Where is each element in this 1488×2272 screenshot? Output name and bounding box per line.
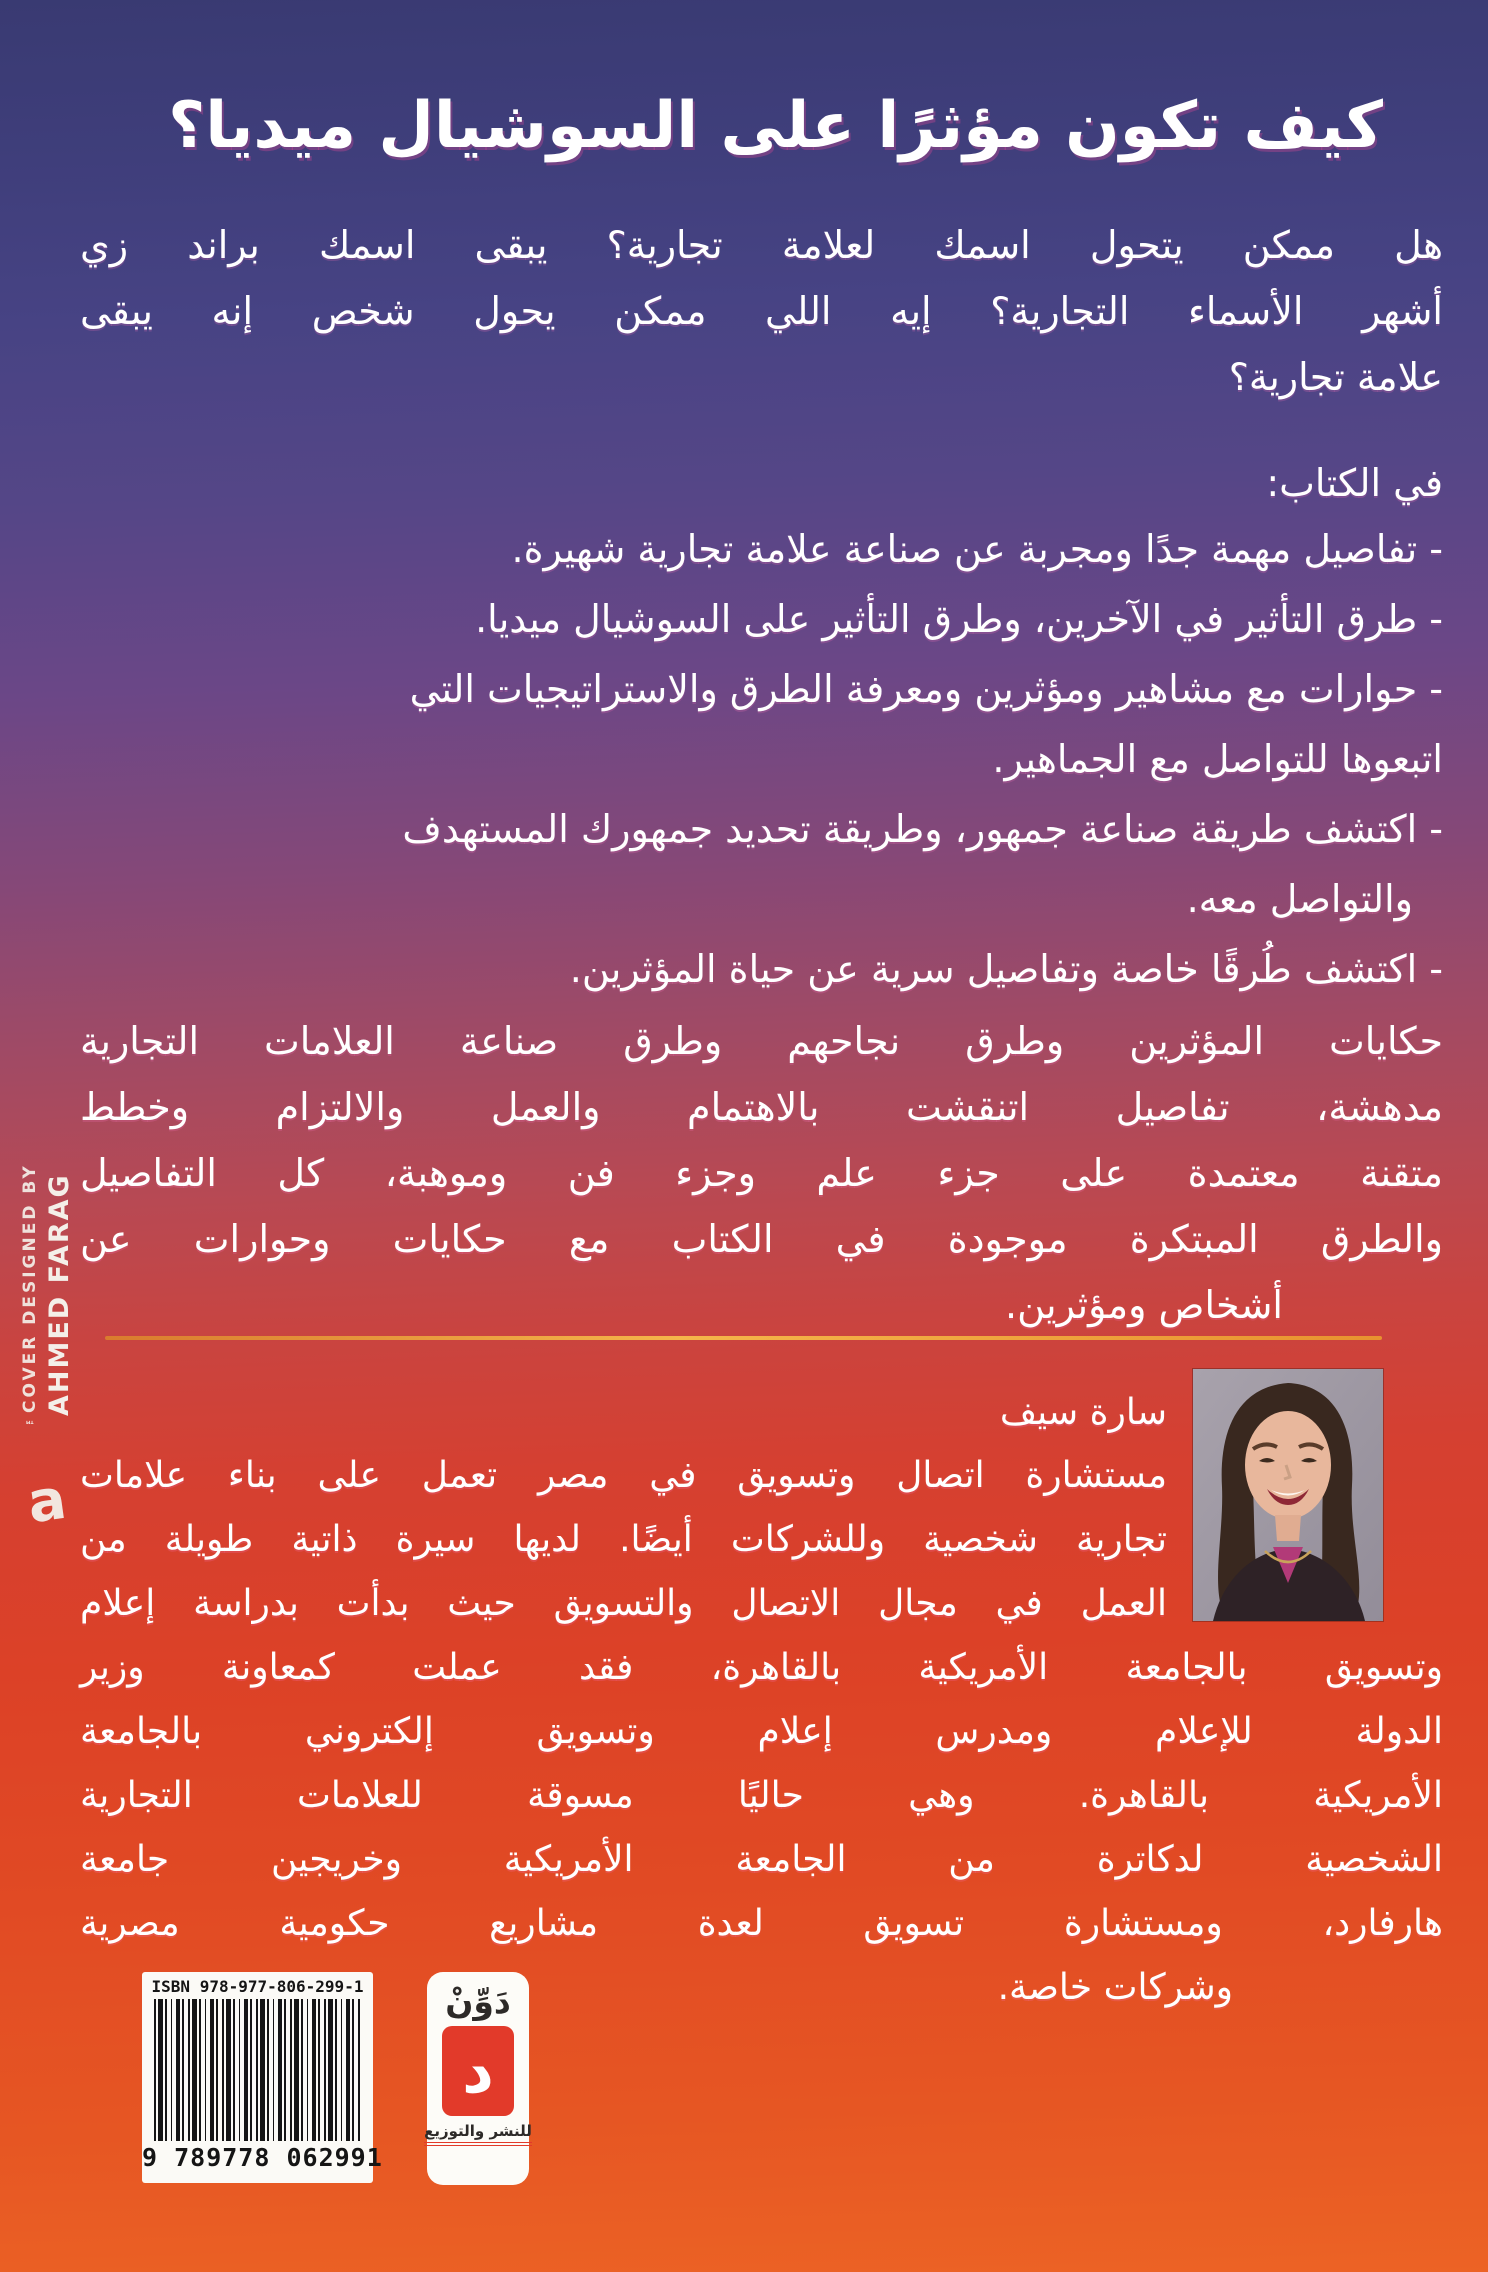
closing-line: مدهشة، تفاصيل اتنقشت بالاهتمام والعمل والالتزام وخطط [80,1085,1443,1129]
in-book-heading: في الكتاب: [1266,461,1443,505]
designer-credit-text [20,1130,75,1460]
page-title: كيف تكون مؤثرًا على السوشيال ميديا؟ [168,89,1383,163]
author-bio-line: الدولة للإعلام ومدرس إعلام وتسويق إلكتروني بالجامعة [80,1711,1443,1752]
author-photo [1193,1369,1383,1621]
designer-credit [8,1130,86,1580]
author-bio-line: الأمريكية بالقاهرة. وهي حاليًا مسوقة للعلامات التجارية [80,1775,1443,1816]
isbn-digits: 9 789778 062991 [142,2143,383,2172]
publisher-logo [424,1972,532,2185]
closing-line: متقنة معتمدة على جزء علم وجزء فن وموهبة، كل التفاصيل [80,1151,1443,1195]
author-bio-line: مستشارة اتصال وتسويق في مصر تعمل على بناء علامات [80,1455,1167,1496]
closing-line: أشخاص ومؤثرين. [1005,1283,1283,1327]
bullet-item: - طرق التأثير في الآخرين، وطرق التأثير على السوشيال ميديا. [475,597,1443,641]
trademark-mark: ™ [22,1413,36,1427]
barcode [142,1972,383,2183]
bullet-item-continuation: اتبعوها للتواصل مع الجماهير. [992,737,1443,781]
bullet-item: - اكتشف طريقة صناعة جمهور، وطريقة تحديد جمهورك المستهدف [402,807,1443,851]
barcode-bars-icon [154,1999,361,2141]
designer-name: AHMED FARAG [43,1173,75,1417]
author-bio-line: وشركات خاصة. [997,1967,1233,2008]
section-divider [105,1336,1382,1340]
isbn-label: ISBN 978-977-806-299-1 [151,1977,364,1996]
author-bio-line: هارفارد، ومستشارة تسويق لعدة مشاريع حكومية مصرية [80,1903,1443,1944]
intro-line: علامة تجارية؟ [1228,355,1443,399]
publisher-dal-icon [442,2026,514,2116]
bullet-item: - تفاصيل مهمة جدًا ومجربة عن صناعة علامة تجارية شهيرة. [511,527,1443,571]
author-bio-line: الشخصية لدكاترة من الجامعة الأمريكية وخريجين جامعة [80,1839,1443,1880]
bullet-item: - حوارات مع مشاهير ومؤثرين ومعرفة الطرق والاستراتيجيات التي [409,667,1443,711]
closing-line: حكايات المؤثرين وطرق نجاحهم وطرق صناعة العلامات التجارية [80,1019,1443,1063]
author-name: سارة سيف [999,1392,1167,1433]
author-bio-line: تجارية شخصية وللشركات أيضًا. لديها سيرة ذاتية طويلة من [80,1519,1167,1560]
bullet-item-continuation: والتواصل معه. [1186,877,1413,921]
intro-line: أشهر الأسماء التجارية؟ إيه اللي ممكن يحول شخص إنه يبقى [80,289,1443,333]
author-bio-line: العمل في مجال الاتصال والتسويق حيث بدأت بدراسة إعلام [80,1583,1167,1624]
bullet-item: - اكتشف طُرقًا خاصة وتفاصيل سرية عن حياة المؤثرين. [569,947,1443,991]
publisher-letter: د [462,2034,494,2107]
designer-monogram-icon: a [23,1466,71,1537]
intro-line: هل ممكن يتحول اسمك لعلامة تجارية؟ يبقى اسمك براند زي [80,223,1443,267]
publisher-tagline: للنشر والتوزيع [424,2122,532,2146]
bullet-list [80,516,1443,1002]
intro-paragraph [80,212,1443,410]
closing-paragraph [80,1008,1443,1338]
closing-line: والطرق المبتكرة موجودة في الكتاب مع حكايات وحوارات عن [80,1217,1443,1261]
author-bio-line: وتسويق بالجامعة الأمريكية بالقاهرة، فقد عملت كمعاونة وزير [80,1647,1443,1688]
publisher-name: دَوِّنْ [445,1982,511,2021]
credit-label: ™COVER DESIGNED BY [19,1163,40,1427]
